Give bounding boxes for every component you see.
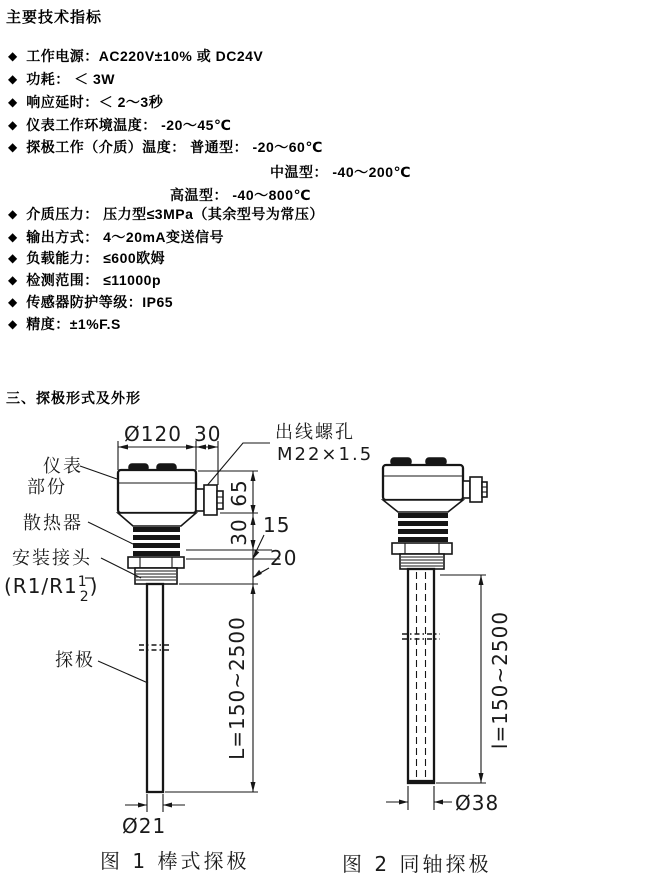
fig2-mounting-joint	[392, 543, 452, 569]
hex-nut	[392, 543, 452, 554]
connector-neck	[196, 489, 204, 511]
fig1-instrument-head	[118, 464, 223, 526]
spec-item-protection	[8, 294, 173, 311]
diamond-bullet-icon: ◆	[8, 317, 18, 331]
diamond-bullet-icon: ◆	[8, 273, 18, 287]
fig1-heatsink-label: 散热器	[23, 513, 83, 534]
fig1-heatsink	[133, 527, 180, 556]
housing-taper	[383, 500, 463, 512]
fig1-dim-probe-diameter: Ø21	[122, 814, 167, 838]
spec-item-text: 探极工作（介质）温度： 普通型： -20～60℃	[26, 139, 323, 155]
figure2-caption: 图 2 同轴探极	[342, 852, 492, 876]
figure2-coaxial-probe	[342, 458, 512, 876]
spec-item-output	[8, 229, 224, 246]
diamond-bullet-icon: ◆	[8, 95, 18, 109]
spec-item-text: 精度：±1%F.S	[26, 316, 121, 332]
thread-section	[400, 554, 444, 569]
fig1-mount-thread-label	[4, 574, 98, 605]
fig1-outlet-hole-label: 出线螺孔	[275, 422, 355, 443]
fig1-dim-head-width: Ø120	[124, 422, 182, 446]
fig2-dim-probe-length: l=150~2500	[488, 610, 512, 750]
connector-head	[470, 477, 482, 502]
connector-head	[204, 485, 217, 515]
fig1-length-dimension	[165, 584, 258, 792]
fig1-outlet-callout	[205, 422, 373, 488]
spec-item-pressure	[8, 206, 324, 223]
fig1-mounting-joint	[128, 557, 184, 584]
fig1-instrument-label-line1: 仪表	[43, 456, 83, 477]
diamond-bullet-icon: ◆	[8, 72, 18, 86]
fig1-dim-thread-length: 20	[270, 546, 298, 570]
spec-item-probe-temp	[8, 139, 323, 156]
spec-item-text: 传感器防护等级：IP65	[26, 294, 174, 310]
spec-subitem-high-temp: 高温型： -40～800℃	[170, 187, 311, 203]
housing-body	[383, 465, 463, 500]
spec-item-text: 介质压力： 压力型≤3MPa（其余型号为常压）	[26, 206, 324, 222]
connector-ridges	[217, 491, 223, 509]
hex-nut	[128, 557, 184, 568]
diamond-bullet-icon: ◆	[8, 140, 18, 154]
fig1-dim-probe-length: L=150~2500	[225, 616, 249, 760]
page-title: 主要技术指标	[6, 9, 103, 26]
housing-body	[118, 470, 196, 513]
spec-item-text: 仪表工作环境温度： -20～45℃	[26, 117, 232, 133]
spec-item-accuracy	[8, 316, 121, 333]
diamond-bullet-icon: ◆	[8, 49, 18, 63]
diamond-bullet-icon: ◆	[8, 118, 18, 132]
fig1-dim-heatsink-height: 30	[227, 518, 251, 546]
spec-item-ambient-temp	[8, 117, 231, 134]
spec-item-text: 工作电源：AC220V±10% 或 DC24V	[26, 48, 264, 64]
fig2-instrument-head	[383, 458, 487, 512]
fig1-outlet-thread-label: M22×1.5	[277, 444, 374, 465]
probe-drawings	[0, 408, 653, 877]
fig1-diameter-dimension	[122, 794, 185, 838]
spec-item-text: 检测范围： ≤11000p	[26, 272, 162, 288]
spec-item-consumption	[8, 71, 115, 88]
spec-item-range	[8, 272, 161, 289]
connector-ridges	[482, 482, 487, 497]
fig2-heatsink	[398, 513, 448, 542]
diamond-bullet-icon: ◆	[8, 230, 18, 244]
fig1-mount-joint-label: 安装接头	[12, 548, 92, 569]
mount-thread-numerator: 1	[77, 574, 88, 590]
fig1-dim-nut-height: 15	[263, 513, 291, 537]
diamond-bullet-icon: ◆	[8, 251, 18, 265]
spec-item-text: 输出方式： 4～20mA变送信号	[26, 229, 225, 245]
fig1-instrument-label-line2: 部份	[27, 477, 67, 498]
section-heading: 三、探极形式及外形	[6, 390, 141, 406]
fig1-probe-label: 探极	[55, 650, 95, 671]
connector-neck	[463, 481, 470, 498]
fig1-dim-head-side: 30	[194, 422, 222, 446]
spec-item-power	[8, 48, 263, 65]
thread-section	[135, 568, 177, 584]
fig2-length-dimension	[436, 575, 512, 783]
spec-item-delay	[8, 94, 163, 111]
figure1-rod-probe	[4, 422, 373, 873]
spec-item-text: 响应延时：＜ 2～3秒	[26, 94, 164, 110]
spec-item-text: 负载能力： ≤600欧姆	[26, 250, 166, 266]
spec-subitem-mid-temp: 中温型： -40～200℃	[270, 164, 411, 180]
housing-taper	[118, 513, 196, 526]
fig1-probe-rod	[139, 584, 172, 792]
mount-thread-denominator: 2	[79, 589, 90, 605]
mount-thread-prefix: (R1/R1	[4, 574, 78, 598]
spec-item-text: 功耗： ＜ 3W	[26, 71, 116, 87]
figure1-caption: 图 1 棒式探极	[100, 849, 250, 873]
spec-item-load	[8, 250, 165, 267]
fig2-dim-probe-diameter: Ø38	[455, 791, 500, 815]
fig2-diameter-dimension	[386, 786, 499, 815]
diamond-bullet-icon: ◆	[8, 207, 18, 221]
diamond-bullet-icon: ◆	[8, 295, 18, 309]
fig2-coaxial-tube	[402, 569, 440, 783]
fig1-dim-head-height: 65	[227, 479, 251, 507]
mount-thread-suffix: )	[89, 574, 99, 598]
